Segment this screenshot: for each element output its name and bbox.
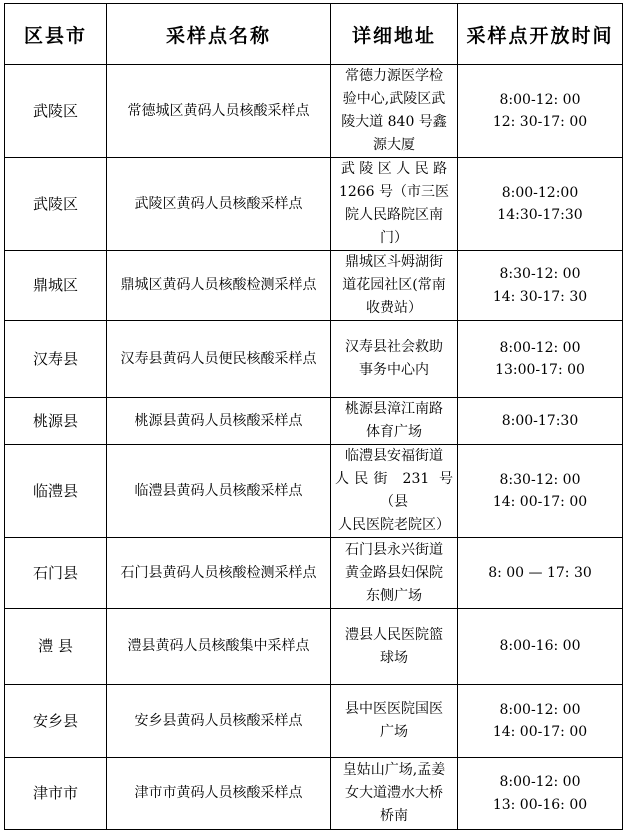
district-cell: 石门县 <box>5 538 107 609</box>
header-site-name: 采样点名称 <box>107 4 331 65</box>
site-name-cell: 常德城区黄码人员核酸采样点 <box>107 65 331 158</box>
district-cell: 安乡县 <box>5 685 107 758</box>
header-row <box>5 4 623 65</box>
address-line: 澧县人民医院篮 <box>345 626 443 643</box>
table-row <box>5 251 623 321</box>
district-cell: 津市市 <box>5 758 107 830</box>
hours-line: 8:00-17:30 <box>501 412 579 429</box>
district-cell: 澧 县 <box>5 609 107 685</box>
address-line: 源大厦 <box>373 137 415 153</box>
address-line: 常德力源医学检 <box>345 68 443 84</box>
table-row <box>5 158 623 251</box>
district-cell: 汉寿县 <box>5 321 107 398</box>
address-line: 女大道澧水大桥 <box>345 785 443 801</box>
district-cell: 鼎城区 <box>5 251 107 321</box>
address-line: 球场 <box>380 649 408 666</box>
hours-cell <box>458 398 623 445</box>
hours-cell <box>458 158 623 251</box>
hours-line: 14: 00-17: 00 <box>492 494 588 510</box>
hours-line: 13:00-17: 00 <box>495 362 585 378</box>
address-cell <box>331 65 458 158</box>
hours-line: 8:00-12: 00 <box>499 774 581 790</box>
address-line: 验中心,武陵区武 <box>342 91 446 107</box>
address-line: 人民医院老院区） <box>338 517 450 533</box>
site-name-cell: 汉寿县黄码人员便民核酸采样点 <box>107 321 331 398</box>
table-row <box>5 609 623 685</box>
hours-line: 8:30-12: 00 <box>499 471 581 488</box>
address-line: 事务中心内 <box>359 362 429 378</box>
address-cell <box>331 609 458 685</box>
hours-cell <box>458 445 623 538</box>
address-line: 体育广场 <box>366 424 422 440</box>
hours-line: 14: 00-17: 00 <box>492 724 588 740</box>
address-cell <box>331 538 458 609</box>
address-cell <box>331 445 458 538</box>
table-row <box>5 445 623 538</box>
site-name-cell: 临澧县黄码人员核酸采样点 <box>107 445 331 538</box>
hours-line: 8:00-12:00 <box>501 184 579 201</box>
hours-line: 8:30-12: 00 <box>499 266 581 282</box>
address-line: 院人民路院区南 <box>345 207 443 223</box>
hours-cell <box>458 65 623 158</box>
site-name-cell: 石门县黄码人员核酸检测采样点 <box>107 538 331 609</box>
header-address: 详细地址 <box>331 4 458 65</box>
hours-line: 14: 30-17: 30 <box>492 288 588 305</box>
hours-cell <box>458 685 623 758</box>
address-line: 桃源县漳江南路 <box>345 401 443 417</box>
table-row <box>5 398 623 445</box>
address-cell <box>331 758 458 830</box>
site-name-cell: 桃源县黄码人员核酸采样点 <box>107 398 331 445</box>
address-line: 收费站） <box>366 300 422 316</box>
address-line: 汉寿县社会救助 <box>345 339 443 355</box>
address-line: 黄金路县妇保院 <box>345 564 443 581</box>
table-row <box>5 538 623 609</box>
table-row <box>5 65 623 158</box>
district-cell: 武陵区 <box>5 158 107 251</box>
hours-cell <box>458 758 623 830</box>
address-cell <box>331 321 458 398</box>
site-name-cell: 鼎城区黄码人员核酸检测采样点 <box>107 251 331 321</box>
address-line: 1266 号（市三医 <box>338 184 450 200</box>
address-line: 东侧广场 <box>366 587 422 604</box>
hours-cell <box>458 538 623 609</box>
address-line: 临澧县安福街道 <box>345 448 443 464</box>
hours-line: 13: 00-16: 00 <box>492 796 588 813</box>
site-name-cell: 武陵区黄码人员核酸采样点 <box>107 158 331 251</box>
site-name-cell: 津市市黄码人员核酸采样点 <box>107 758 331 830</box>
hours-line: 14:30-17:30 <box>497 207 583 223</box>
hours-line: 8:00-12: 00 <box>499 91 581 108</box>
address-line: 石门县永兴街道 <box>345 541 443 558</box>
hours-cell <box>458 609 623 685</box>
address-cell <box>331 685 458 758</box>
sampling-points-table <box>4 3 623 830</box>
address-line: 桥南 <box>380 808 408 824</box>
table-row <box>5 685 623 758</box>
address-line: 广场 <box>380 724 408 740</box>
hours-line: 8: 00 — 17: 30 <box>488 564 592 581</box>
address-line: 门） <box>380 230 408 246</box>
address-line: 人民街 231 号（县 <box>335 471 453 510</box>
hours-line: 8:00-12: 00 <box>499 339 581 356</box>
address-cell <box>331 158 458 251</box>
address-cell <box>331 251 458 321</box>
hours-line: 8:00-12: 00 <box>499 701 581 718</box>
address-line: 县中医医院国医 <box>345 701 443 717</box>
district-cell: 桃源县 <box>5 398 107 445</box>
hours-line: 8:00-16: 00 <box>499 638 581 655</box>
address-line: 陵大道 840 号鑫 <box>341 114 447 130</box>
district-cell: 临澧县 <box>5 445 107 538</box>
table-row <box>5 758 623 830</box>
hours-cell <box>458 251 623 321</box>
site-name-cell: 澧县黄码人员核酸集中采样点 <box>107 609 331 685</box>
address-cell <box>331 398 458 445</box>
header-hours: 采样点开放时间 <box>458 4 623 65</box>
address-line: 道花园社区(常南 <box>342 277 446 293</box>
address-line: 皇姑山广场,孟姜 <box>342 762 446 778</box>
address-line: 武 陵 区 人 民 路 <box>340 161 448 177</box>
site-name-cell: 安乡县黄码人员核酸采样点 <box>107 685 331 758</box>
hours-cell <box>458 321 623 398</box>
table-row <box>5 321 623 398</box>
district-cell: 武陵区 <box>5 65 107 158</box>
address-line: 鼎城区斗姆湖街 <box>345 254 443 270</box>
header-district: 区县市 <box>5 4 107 65</box>
hours-line: 12: 30-17: 00 <box>492 114 588 130</box>
